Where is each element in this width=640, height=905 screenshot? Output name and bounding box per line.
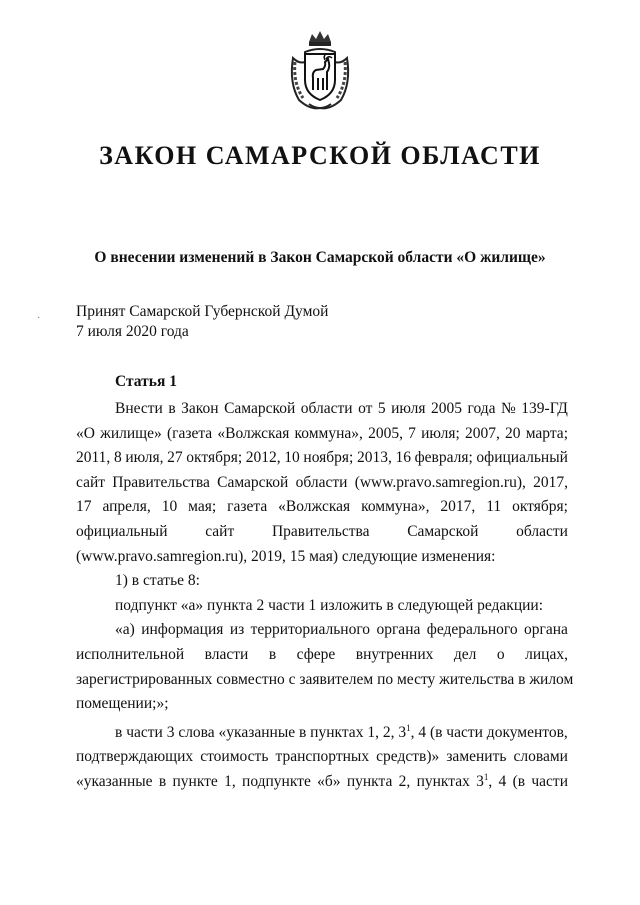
number: 3 (476, 772, 484, 790)
p1-line-5 (76, 495, 568, 520)
word: внутренних (355, 645, 434, 663)
quote-a-line-4: помещении;»; (76, 695, 169, 713)
word: 17 (76, 498, 92, 516)
word: исполнительной (76, 645, 185, 663)
word: 2, (398, 772, 411, 790)
word: официальный (476, 449, 568, 467)
word: органа (376, 621, 421, 639)
word: Самарской (224, 400, 296, 417)
word: власти (204, 645, 249, 663)
word: в (158, 772, 167, 790)
word: 2005, (368, 424, 403, 442)
word: 2011, (76, 449, 111, 467)
word: органа (524, 621, 568, 639)
word: октября; (512, 498, 568, 516)
word: Самарской (407, 522, 479, 540)
word: газета (227, 498, 268, 516)
p1-line-4 (76, 471, 568, 496)
word: Внести (115, 400, 163, 417)
word: 7 (408, 424, 416, 442)
word: ноября; (303, 449, 354, 467)
part3-text-b: , 4 (в части документов, (410, 723, 568, 741)
word: Закон (181, 400, 219, 417)
word: о (496, 645, 505, 663)
adoption-line-1: Принят Самарской Губернской Думой (76, 303, 329, 320)
word: подтверждающих (76, 748, 194, 766)
word: мая; (188, 498, 217, 516)
word: пунктах (416, 772, 470, 790)
subitem-text: подпункт «а» пункта 2 части 1 изложить в следующей редакции: (115, 596, 544, 614)
word: года (467, 400, 496, 417)
word: 4 (498, 772, 507, 790)
article-heading: Статья 1 (115, 373, 177, 390)
part3-line-2 (76, 745, 568, 770)
word: пункта (346, 772, 393, 790)
word: территориального (250, 621, 371, 639)
comma: , (488, 772, 493, 790)
superscript: 1 (483, 771, 489, 782)
word: 2007, (464, 424, 500, 442)
word: (газета (166, 424, 213, 442)
word: «б» (317, 772, 341, 790)
word: июля, (125, 449, 164, 467)
p1-line-6 (76, 520, 568, 545)
word: части (531, 772, 568, 790)
word: 11 (486, 498, 502, 516)
word: сайт (76, 473, 106, 491)
samara-coat-of-arms-icon (285, 28, 355, 112)
superscript: 1 (406, 722, 411, 733)
word: июля; (421, 424, 460, 442)
word: «О (76, 424, 95, 442)
word: стоимость (200, 748, 269, 766)
word: коммуна», (294, 424, 363, 442)
word: февраля; (414, 449, 473, 467)
word: области (516, 522, 568, 540)
word: 2013, (356, 449, 392, 467)
law-title: ЗАКОН САМАРСКОЙ ОБЛАСТИ (99, 141, 541, 170)
word: Правительства (112, 473, 210, 491)
word: 8 (113, 449, 122, 467)
word: «указанные (76, 772, 153, 790)
word: лицах, (525, 645, 568, 663)
word: области (300, 400, 353, 417)
word: «а) (115, 621, 135, 639)
word: словами (513, 748, 568, 766)
part3-line-1 (76, 721, 568, 746)
article-body (76, 397, 574, 795)
word: подпункте (242, 772, 311, 790)
word: жилище» (100, 424, 162, 442)
word: июля (391, 400, 426, 417)
p1-line-2 (76, 422, 568, 447)
p1-line-7: (www.pravo.samregion.ru), 2019, 15 мая) следующие изменения: (76, 547, 496, 565)
word: «Волжская (217, 424, 290, 442)
quote-a-line-2 (76, 643, 568, 668)
word: заменить (446, 748, 507, 766)
p1-line-1 (76, 397, 568, 422)
word-with-superscript (476, 770, 492, 795)
word: 139-ГД (521, 400, 568, 417)
adoption-info (76, 302, 328, 342)
word: (в (512, 772, 526, 790)
p1-line-3 (76, 446, 568, 471)
word: коммуна», (361, 498, 430, 516)
word: Правительства (271, 522, 370, 540)
word: 20 (505, 424, 521, 442)
quote-a-line-1 (76, 618, 568, 643)
word: сфере (296, 645, 336, 663)
word: информация (141, 621, 224, 639)
word: в (168, 400, 176, 417)
word: пункте (172, 772, 218, 790)
word: 5 (377, 400, 386, 417)
adoption-date: 7 июля 2020 года (76, 323, 189, 340)
word: 1, (224, 772, 236, 790)
word: из (229, 621, 245, 639)
part3-text-a: в части 3 слова «указанные в пунктах 1, 2, 3 (115, 723, 407, 741)
word: сайт (205, 522, 235, 540)
word: октября; (186, 449, 243, 467)
quote-a-line-3: зарегистрированных совместно с заявителем по месту жительства в жилом (76, 670, 574, 688)
word: апреля, (102, 498, 151, 516)
word: дел (453, 645, 477, 663)
word: 10 (284, 449, 300, 467)
word: средств)» (376, 748, 440, 766)
word: транспортных (275, 748, 370, 766)
word: 2017, (440, 498, 476, 516)
word: 10 (161, 498, 178, 516)
word: 2017, (533, 473, 568, 491)
word: марта; (525, 424, 568, 442)
word: от (358, 400, 373, 417)
word: 2012, (245, 449, 281, 467)
law-subtitle: О внесении изменений в Закон Самарской области «О жилище» (94, 249, 546, 266)
word: (www.pravo.samregion.ru), (354, 473, 526, 491)
word: «Волжская (278, 498, 351, 516)
scan-speck: · (37, 313, 41, 324)
word: Самарской (217, 473, 289, 491)
word: федерального (426, 621, 518, 639)
word: № (501, 400, 516, 417)
word: области (295, 473, 348, 491)
item-1: 1) в статье 8: (115, 572, 200, 590)
part3-line-3 (76, 770, 568, 795)
word: 16 (395, 449, 411, 467)
word: 2005 (430, 400, 462, 417)
word: 27 (167, 449, 183, 467)
word: официальный (76, 522, 168, 540)
word: в (268, 645, 277, 663)
